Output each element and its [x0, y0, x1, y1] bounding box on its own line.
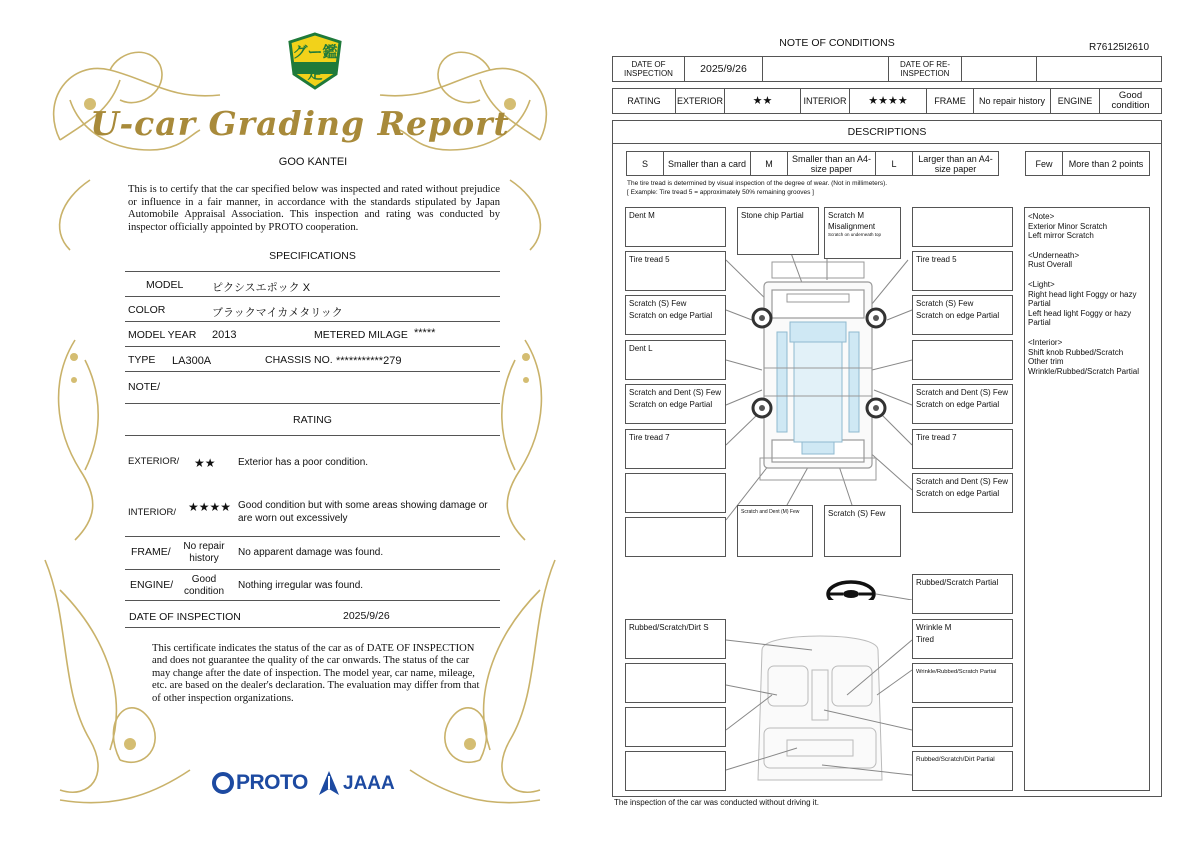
jaaa-logo-text: JAAA [343, 773, 395, 794]
damage-box-right-1 [912, 295, 1013, 335]
note-item: Right head light Foggy or hazy Partial [1028, 289, 1137, 309]
divider [125, 271, 500, 272]
damage-box-left-1 [625, 295, 726, 335]
damage-box-tire-front-right: Tire tread 5 [912, 251, 1013, 291]
report-id: R76125I2610 [1089, 42, 1150, 53]
damage-box-front-center-right [824, 207, 901, 259]
interior-heading: <Interior> [1028, 337, 1063, 347]
exterior-stars: ★★ [194, 456, 216, 470]
tire-example: [ Example: Tire tread 5 = approximately 50% remaining grooves ] [627, 189, 814, 196]
divider [125, 627, 500, 628]
note-item: Other trim [1028, 357, 1064, 367]
damage-box-right-5 [912, 473, 1013, 513]
damage-box-right-2 [912, 340, 1013, 380]
milage-label: METERED MILAGE [314, 329, 408, 341]
divider [125, 296, 500, 297]
blank-cell [1036, 56, 1162, 82]
interior-box-right-2: Wrinkle/Rubbed/Scratch Partial [912, 663, 1013, 703]
exterior-description: Exterior has a poor condition. [238, 457, 369, 468]
color-label: COLOR [128, 304, 166, 316]
note-item: Rust Overall [1028, 260, 1073, 270]
chassis-label: CHASSIS NO. [265, 354, 333, 366]
damage-line: Scratch (S) Few [916, 299, 974, 308]
legend-l-desc: Larger than an A4-size paper [912, 151, 999, 176]
type-value: LA300A [172, 355, 212, 367]
rating-label: RATING [612, 88, 676, 114]
interior-box-seat-front-left: Rubbed/Scratch/Dirt S [625, 619, 726, 659]
interior-box-left-2 [625, 663, 726, 703]
model-value: ピクシスエポック X [212, 282, 311, 294]
damage-box-front-left: Dent M [625, 207, 726, 247]
damage-line: Tired [916, 635, 934, 644]
exterior-label: EXTERIOR [675, 88, 725, 114]
damage-line: Scratch on edge Partial [916, 311, 1000, 320]
engine-value: Good condition [183, 574, 225, 597]
engine-value: Good condition [1099, 88, 1162, 114]
damage-box-right-3 [912, 384, 1013, 424]
blank-cell [762, 56, 889, 82]
engine-label: ENGINE/ [130, 579, 174, 591]
date-of-inspection-label: DATE OF INSPECTION [612, 56, 685, 82]
divider [125, 346, 500, 347]
tire-note: The tire tread is determined by visual inspection of the degree of wear. (Not in millimeters). [627, 180, 888, 187]
divider [125, 536, 500, 537]
legend-s-desc: Smaller than a card [663, 151, 751, 176]
legend-few-desc: More than 2 points [1062, 151, 1150, 176]
damage-box-front-center-left: Stone chip Partial [737, 207, 819, 255]
damage-line: Wrinkle M [916, 623, 952, 632]
model-year-value: 2013 [212, 329, 237, 341]
damage-line: Scratch on underneath top [828, 232, 882, 237]
frame-value: No repair history [973, 88, 1051, 114]
report-footer: The inspection of the car was conducted without driving it. [614, 798, 819, 807]
note-label: NOTE/ [128, 381, 161, 393]
date-of-reinspection-value [961, 56, 1037, 82]
descriptions-heading: DESCRIPTIONS [612, 120, 1162, 144]
damage-line: Scratch and Dent (S) Few [916, 477, 1009, 486]
note-item: Left head light Foggy or hazy Partial [1028, 308, 1132, 328]
note-item: Exterior Minor Scratch [1028, 221, 1108, 231]
damage-line: Scratch on edge Partial [916, 400, 1000, 409]
certificate-subtitle: GOO KANTEI [278, 156, 348, 168]
date-label: DATE OF INSPECTION [129, 611, 241, 623]
certificate-footer: This certificate indicates the status of the car as of DATE OF INSPECTION and does not guarantee the quality of the car onwards. The status of the car may change after the date of inspection. The model year, car name, mileage, etc. are based on the dealer's declaration. The evaluation may differ from that of other inspection organizations. [152, 643, 480, 704]
frame-label: FRAME [926, 88, 974, 114]
interior-box-right-3 [912, 707, 1013, 747]
interior-box-right-1 [912, 619, 1013, 659]
damage-box-rear-center-right: Scratch (S) Few [824, 505, 901, 557]
notes-heading: <Note> [1028, 212, 1055, 221]
damage-line: Scratch and Dent (S) Few [629, 388, 722, 397]
damage-box-left-3 [625, 384, 726, 424]
divider [125, 321, 500, 322]
interior-stars: ★★★★ [849, 88, 927, 114]
damage-line: Scratch (S) Few [629, 299, 687, 308]
damage-box-front-right [912, 207, 1013, 247]
light-heading: <Light> [1028, 279, 1055, 289]
exterior-label: EXTERIOR/ [128, 456, 180, 467]
model-label: MODEL [146, 279, 184, 291]
damage-box-steering: Rubbed/Scratch Partial [912, 574, 1013, 614]
type-label: TYPE [128, 354, 156, 366]
interior-stars: ★★★★ [188, 500, 232, 514]
chassis-value: ***********279 [336, 355, 402, 367]
damage-box-tire-rear-right: Tire tread 7 [912, 429, 1013, 469]
legend-s: S [626, 151, 664, 176]
underneath-heading: <Underneath> [1028, 250, 1080, 260]
damage-line: Scratch on edge Partial [916, 489, 1000, 498]
model-year-label: MODEL YEAR [128, 329, 197, 341]
divider [125, 600, 500, 601]
color-value: ブラックマイカメタリック [212, 307, 343, 319]
legend-m: M [750, 151, 788, 176]
legend-few: Few [1025, 151, 1063, 176]
date-value: 2025/9/26 [343, 610, 390, 622]
damage-line: Scratch on edge Partial [629, 400, 713, 409]
damage-box-tire-front-left: Tire tread 5 [625, 251, 726, 291]
rating-heading: RATING [293, 414, 332, 426]
proto-logo-icon [212, 772, 234, 794]
damage-line: Scratch on edge Partial [629, 311, 713, 320]
frame-description: No apparent damage was found. [238, 547, 384, 558]
notes-panel [1024, 207, 1150, 791]
divider [125, 569, 500, 570]
proto-logo-text: PROTO [236, 771, 308, 794]
interior-description: Good condition but with some areas showing damage or are worn out excessively [238, 500, 488, 524]
damage-box-tire-rear-left: Tire tread 7 [625, 429, 726, 469]
report-title: NOTE OF CONDITIONS [779, 37, 895, 49]
jaaa-logo-icon [318, 770, 340, 796]
legend-l: L [875, 151, 913, 176]
badge-text: グー鑑定 [292, 44, 338, 82]
damage-box-left-5 [625, 473, 726, 513]
exterior-stars: ★★ [724, 88, 801, 114]
engine-description: Nothing irregular was found. [238, 580, 364, 591]
damage-line: Scratch M [828, 211, 865, 220]
date-of-reinspection-label: DATE OF RE-INSPECTION [888, 56, 962, 82]
damage-box-left-6 [625, 517, 726, 557]
divider [125, 403, 500, 404]
interior-box-left-3 [625, 707, 726, 747]
interior-box-right-4: Rubbed/Scratch/Dirt Partial [912, 751, 1013, 791]
damage-line: Scratch and Dent (S) Few [916, 388, 1009, 397]
note-item: Left mirror Scratch [1028, 231, 1094, 241]
damage-box-rear-center-left: Scratch and Dent (M) Few [737, 505, 813, 557]
interior-label: INTERIOR [800, 88, 850, 114]
certificate-intro: This is to certify that the car specified below was inspected and rated without prejudice or influence in a fair manner, in accordance with the standards stipulated by Japan Automobile Appraisal Association. This inspection and rating was conducted by inspector officially appointed by PROTO cooperation. [128, 184, 500, 233]
certificate-title: U-car Grading Report [90, 104, 510, 143]
divider [125, 435, 500, 436]
engine-label: ENGINE [1050, 88, 1100, 114]
damage-box-left-2: Dent L [625, 340, 726, 380]
milage-value: ***** [414, 327, 436, 339]
damage-line: Misalignment [828, 222, 876, 231]
frame-value: No repair history [183, 541, 225, 564]
date-of-inspection-value: 2025/9/26 [684, 56, 763, 82]
specifications-heading: SPECIFICATIONS [269, 250, 356, 262]
interior-box-left-4 [625, 751, 726, 791]
divider [125, 371, 500, 372]
steering-wheel-icon [828, 582, 874, 600]
goo-kantei-badge [288, 32, 342, 90]
legend-m-desc: Smaller than an A4-size paper [787, 151, 876, 176]
note-item: Wrinkle/Rubbed/Scratch Partial [1028, 366, 1140, 376]
frame-label: FRAME/ [131, 546, 171, 558]
interior-label: INTERIOR/ [128, 507, 177, 518]
note-item: Shift knob Rubbed/Scratch [1028, 347, 1124, 357]
